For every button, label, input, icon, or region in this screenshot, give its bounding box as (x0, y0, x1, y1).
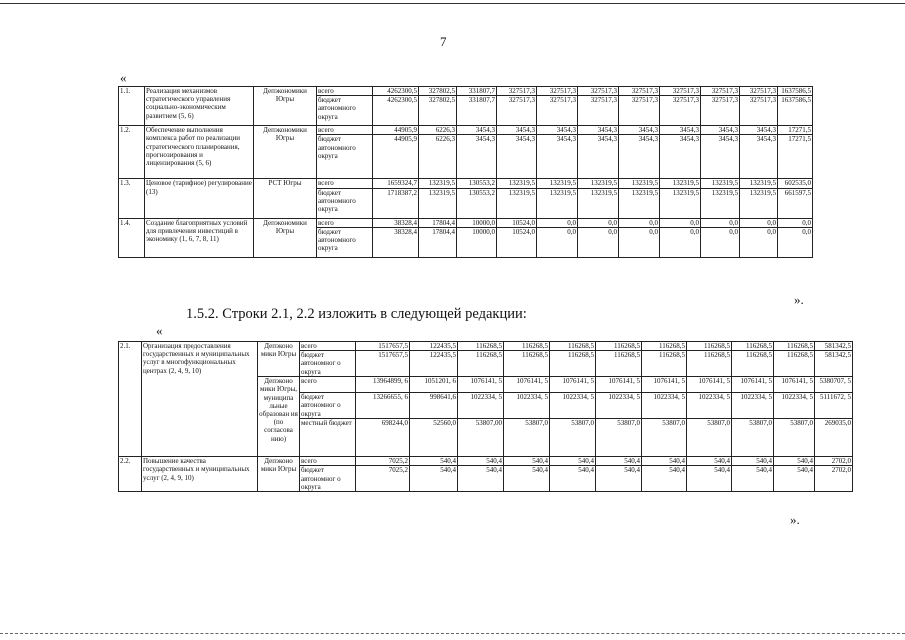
value-cell: 540,4 (687, 466, 732, 492)
executor: Депэкономики Югры (254, 218, 317, 257)
value-cell: 540,4 (458, 466, 504, 492)
value-cell: 540,4 (458, 457, 504, 466)
value-cell: 6226,3 (419, 135, 457, 179)
funding-source: всего (317, 179, 373, 188)
value-cell: 10000,0 (457, 227, 497, 257)
value-cell: 132319,5 (619, 188, 660, 218)
value-cell: 13266655, 6 (356, 393, 410, 419)
value-cell: 1718387,2 (373, 188, 419, 218)
value-cell: 1022334, 5 (687, 393, 732, 419)
value-cell: 116268,5 (642, 342, 687, 351)
value-cell: 327517,3 (701, 87, 740, 96)
executor: Депэконо мики Югры (258, 457, 300, 492)
row-number: 1.3. (119, 179, 145, 218)
value-cell: 540,4 (687, 457, 732, 466)
value-cell: 10000,0 (457, 218, 497, 227)
value-cell: 0,0 (537, 227, 578, 257)
funding-source: бюджет автономног о округа (300, 393, 356, 419)
value-cell: 540,4 (596, 466, 642, 492)
funding-source: местный бюджет (300, 419, 356, 457)
value-cell: 327802,5 (419, 87, 457, 96)
value-cell: 540,4 (504, 457, 550, 466)
section-heading: 1.5.2. Строки 2.1, 2.2 изложить в следующей редакции: (186, 306, 527, 322)
table-row (119, 218, 813, 227)
value-cell: 3454,3 (701, 126, 740, 135)
funding-source: всего (300, 457, 356, 466)
value-cell: 116268,5 (774, 351, 815, 377)
row-number: 1.2. (119, 126, 145, 179)
value-cell: 2702,0 (815, 466, 853, 492)
value-cell: 540,4 (732, 466, 774, 492)
value-cell: 1637586,5 (778, 96, 813, 126)
value-cell: 540,4 (774, 466, 815, 492)
value-cell: 1076141, 5 (458, 377, 504, 393)
value-cell: 3454,3 (578, 135, 619, 179)
value-cell: 116268,5 (732, 351, 774, 377)
value-cell: 327517,3 (537, 96, 578, 126)
value-cell: 5380707, 5 (815, 377, 853, 393)
value-cell: 0,0 (619, 227, 660, 257)
value-cell: 327517,3 (619, 87, 660, 96)
value-cell: 269035,0 (815, 419, 853, 457)
value-cell: 132319,5 (497, 188, 537, 218)
row-number: 1.4. (119, 218, 145, 257)
value-cell: 116268,5 (504, 351, 550, 377)
value-cell: 53807,0 (642, 419, 687, 457)
value-cell: 132319,5 (619, 179, 660, 188)
value-cell: 0,0 (660, 227, 701, 257)
value-cell: 132319,5 (660, 179, 701, 188)
row-number: 2.2. (119, 457, 142, 492)
value-cell: 540,4 (410, 466, 458, 492)
value-cell: 10524,0 (497, 227, 537, 257)
value-cell: 2702,0 (815, 457, 853, 466)
value-cell: 1051201, 6 (410, 377, 458, 393)
value-cell: 540,4 (642, 466, 687, 492)
value-cell: 0,0 (619, 218, 660, 227)
value-cell: 130553,2 (457, 179, 497, 188)
funding-source: бюджет автономного округа (317, 227, 373, 257)
value-cell: 38328,4 (373, 218, 419, 227)
value-cell: 116268,5 (458, 342, 504, 351)
value-cell: 3454,3 (660, 135, 701, 179)
value-cell: 3454,3 (497, 135, 537, 179)
value-cell: 1659324,7 (373, 179, 419, 188)
value-cell: 327802,5 (419, 96, 457, 126)
value-cell: 3454,3 (740, 135, 778, 179)
funding-source: бюджет автономного округа (317, 135, 373, 179)
funding-source: всего (317, 126, 373, 135)
value-cell: 10524,0 (497, 218, 537, 227)
value-cell: 327517,3 (660, 87, 701, 96)
executor: Депэкономики Югры (254, 126, 317, 179)
executor: Депэкономики Югры (254, 87, 317, 126)
executor: РСТ Югры (254, 179, 317, 218)
value-cell: 132319,5 (419, 188, 457, 218)
value-cell: 132319,5 (537, 188, 578, 218)
value-cell: 1022334, 5 (458, 393, 504, 419)
value-cell: 3454,3 (537, 135, 578, 179)
value-cell: 132319,5 (497, 179, 537, 188)
value-cell: 132319,5 (578, 179, 619, 188)
value-cell: 130553,2 (457, 188, 497, 218)
value-cell: 327517,3 (701, 96, 740, 126)
value-cell: 6226,3 (419, 126, 457, 135)
value-cell: 116268,5 (774, 342, 815, 351)
value-cell: 602535,0 (778, 179, 813, 188)
value-cell: 1022334, 5 (774, 393, 815, 419)
funding-source: всего (317, 87, 373, 96)
value-cell: 1076141, 5 (774, 377, 815, 393)
value-cell: 327517,3 (619, 96, 660, 126)
funding-source: всего (317, 218, 373, 227)
table-row (119, 126, 813, 135)
value-cell: 3454,3 (457, 126, 497, 135)
value-cell: 44905,9 (373, 126, 419, 135)
value-cell: 5111672, 5 (815, 393, 853, 419)
value-cell: 122435,5 (410, 342, 458, 351)
value-cell: 327517,3 (497, 87, 537, 96)
value-cell: 116268,5 (596, 342, 642, 351)
value-cell: 1637586,5 (778, 87, 813, 96)
value-cell: 53807,0 (550, 419, 596, 457)
value-cell: 1076141, 5 (550, 377, 596, 393)
value-cell: 3454,3 (740, 126, 778, 135)
value-cell: 53807,0 (732, 419, 774, 457)
value-cell: 1022334, 5 (732, 393, 774, 419)
value-cell: 1076141, 5 (687, 377, 732, 393)
value-cell: 53807,00 (458, 419, 504, 457)
value-cell: 116268,5 (732, 342, 774, 351)
value-cell: 998641,6 (410, 393, 458, 419)
value-cell: 116268,5 (550, 342, 596, 351)
value-cell: 331807,7 (457, 87, 497, 96)
value-cell: 1022334, 5 (596, 393, 642, 419)
funding-source: бюджет автономног о округа (300, 466, 356, 492)
top-edge-line (0, 3, 905, 4)
value-cell: 327517,3 (740, 96, 778, 126)
measure-name: Повышение качества государственных и муниципальных услуг (2, 4, 9, 10) (142, 457, 258, 492)
value-cell: 0,0 (740, 227, 778, 257)
page-number: 7 (440, 34, 447, 49)
value-cell: 132319,5 (740, 188, 778, 218)
value-cell: 1517657,5 (356, 342, 410, 351)
value-cell: 17271,5 (778, 135, 813, 179)
program-table-1 (118, 86, 813, 258)
value-cell: 331807,7 (457, 96, 497, 126)
value-cell: 0,0 (537, 218, 578, 227)
value-cell: 7025,2 (356, 466, 410, 492)
value-cell: 13964899, 6 (356, 377, 410, 393)
value-cell: 132319,5 (578, 188, 619, 218)
value-cell: 3454,3 (537, 126, 578, 135)
value-cell: 116268,5 (596, 351, 642, 377)
value-cell: 1022334, 5 (642, 393, 687, 419)
value-cell: 122435,5 (410, 351, 458, 377)
value-cell: 38328,4 (373, 227, 419, 257)
value-cell: 1076141, 5 (732, 377, 774, 393)
value-cell: 1022334, 5 (504, 393, 550, 419)
value-cell: 7025,2 (356, 457, 410, 466)
measure-name: Организация предоставления государственных и муниципальных услуг в многофункциональных центрах (2, 4, 9, 10) (142, 342, 258, 457)
value-cell: 1076141, 5 (642, 377, 687, 393)
value-cell: 53807,0 (774, 419, 815, 457)
value-cell: 17804,4 (419, 227, 457, 257)
value-cell: 53807,0 (504, 419, 550, 457)
funding-source: всего (300, 342, 356, 351)
value-cell: 116268,5 (550, 351, 596, 377)
value-cell: 116268,5 (687, 351, 732, 377)
value-cell: 0,0 (778, 227, 813, 257)
value-cell: 698244,0 (356, 419, 410, 457)
value-cell: 540,4 (596, 457, 642, 466)
table-row (119, 87, 813, 96)
value-cell: 0,0 (660, 218, 701, 227)
value-cell: 132319,5 (419, 179, 457, 188)
value-cell: 53807,0 (596, 419, 642, 457)
value-cell: 540,4 (774, 457, 815, 466)
value-cell: 581342,5 (815, 342, 853, 351)
value-cell: 327517,3 (660, 96, 701, 126)
value-cell: 327517,3 (497, 96, 537, 126)
value-cell: 132319,5 (660, 188, 701, 218)
value-cell: 540,4 (732, 457, 774, 466)
table-row (119, 457, 853, 466)
executor: Депэконо мики Югры, муниципа льные образован ия (по согласова нию) (258, 377, 300, 457)
table-row (119, 342, 853, 351)
value-cell: 0,0 (578, 227, 619, 257)
table-row (119, 179, 813, 188)
value-cell: 0,0 (778, 218, 813, 227)
funding-source: бюджет автономног о округа (300, 351, 356, 377)
executor: Депэконо мики Югры (258, 342, 300, 377)
value-cell: 1076141, 5 (504, 377, 550, 393)
value-cell: 540,4 (642, 457, 687, 466)
row-number: 2.1. (119, 342, 142, 457)
value-cell: 116268,5 (687, 342, 732, 351)
value-cell: 540,4 (504, 466, 550, 492)
value-cell: 52560,0 (410, 419, 458, 457)
value-cell: 327517,3 (578, 87, 619, 96)
value-cell: 3454,3 (457, 135, 497, 179)
measure-name: Реализация механизмов стратегического управления социально-экономическим развитием (5, 6) (145, 87, 254, 126)
measure-name: Обеспечение выполнения комплекса работ по реализации стратегического планирования, прогнозирования и лицензирования (5, 6) (145, 126, 254, 179)
value-cell: 0,0 (740, 218, 778, 227)
value-cell: 132319,5 (701, 179, 740, 188)
funding-source: бюджет автономного округа (317, 188, 373, 218)
open-quote-1: « (120, 70, 127, 85)
value-cell: 540,4 (410, 457, 458, 466)
value-cell: 116268,5 (458, 351, 504, 377)
open-quote-2: « (156, 323, 163, 338)
value-cell: 3454,3 (619, 135, 660, 179)
value-cell: 3454,3 (619, 126, 660, 135)
funding-source: бюджет автономного округа (317, 96, 373, 126)
value-cell: 116268,5 (642, 351, 687, 377)
value-cell: 132319,5 (537, 179, 578, 188)
value-cell: 1022334, 5 (550, 393, 596, 419)
value-cell: 661597,5 (778, 188, 813, 218)
value-cell: 3454,3 (497, 126, 537, 135)
row-number: 1.1. (119, 87, 145, 126)
value-cell: 53807,0 (687, 419, 732, 457)
close-quote-1: ». (794, 292, 804, 307)
value-cell: 0,0 (701, 227, 740, 257)
value-cell: 3454,3 (660, 126, 701, 135)
value-cell: 327517,3 (740, 87, 778, 96)
value-cell: 116268,5 (504, 342, 550, 351)
value-cell: 4262300,5 (373, 87, 419, 96)
value-cell: 1517657,5 (356, 351, 410, 377)
close-quote-2: ». (790, 512, 800, 527)
program-table-2 (118, 341, 853, 492)
value-cell: 327517,3 (578, 96, 619, 126)
value-cell: 4262300,5 (373, 96, 419, 126)
measure-name: Ценовое (тарифное) регулирование (13) (145, 179, 254, 218)
value-cell: 327517,3 (537, 87, 578, 96)
value-cell: 0,0 (701, 218, 740, 227)
value-cell: 540,4 (550, 466, 596, 492)
value-cell: 581342,5 (815, 351, 853, 377)
value-cell: 3454,3 (701, 135, 740, 179)
value-cell: 1076141, 5 (596, 377, 642, 393)
value-cell: 17804,4 (419, 218, 457, 227)
value-cell: 132319,5 (740, 179, 778, 188)
value-cell: 3454,3 (578, 126, 619, 135)
bottom-edge-line (0, 633, 905, 634)
value-cell: 540,4 (550, 457, 596, 466)
value-cell: 17271,5 (778, 126, 813, 135)
funding-source: всего (300, 377, 356, 393)
measure-name: Создание благоприятных условий для привлечения инвестиций в экономику (1, 6, 7, 8, 11) (145, 218, 254, 257)
value-cell: 132319,5 (701, 188, 740, 218)
value-cell: 44905,9 (373, 135, 419, 179)
value-cell: 0,0 (578, 218, 619, 227)
